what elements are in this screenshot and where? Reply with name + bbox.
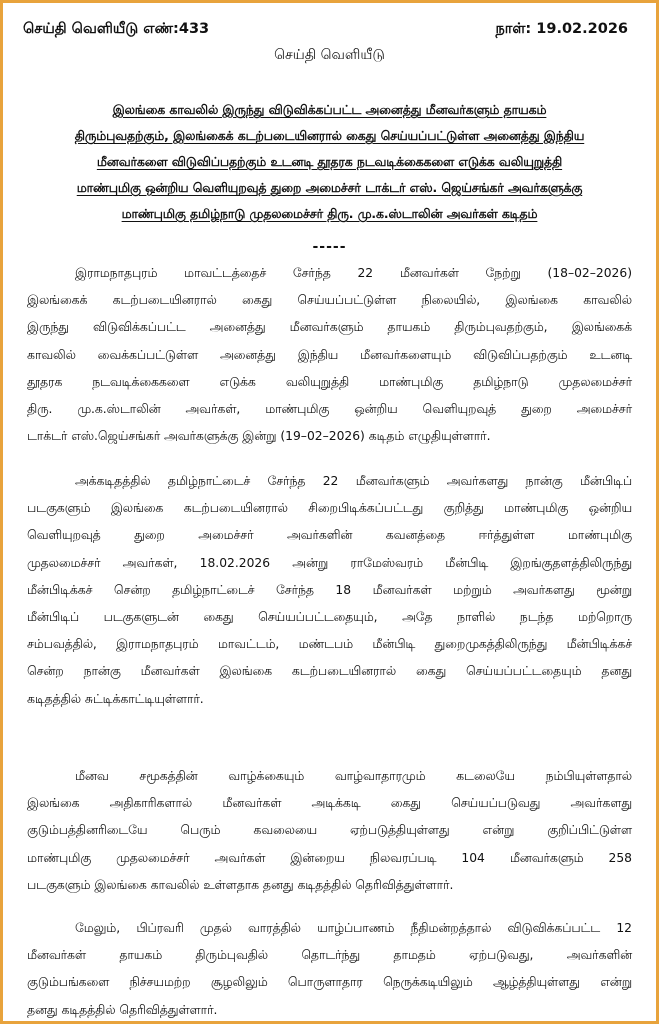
paragraph-line: திரு. மு.க.ஸ்டாலின் அவர்கள், மாண்புமிகு ஒன்றிய வெளியுறவுத் துறை அமைச்சர்: [27, 402, 632, 417]
paragraph-3: [27, 763, 632, 899]
paragraph-line: சென்ற நான்கு மீனவர்கள் இலங்கை கடற்படையினரால் கைது செய்யப்பட்டதையும் தனது: [27, 664, 632, 679]
release-date: நாள்: 19.02.2026: [495, 21, 628, 37]
paragraph-4: [27, 915, 632, 1024]
paragraph-line: இருந்து விடுவிக்கப்பட்ட அனைத்து மீனவர்களும் தாயகம் திரும்புவதற்கும், இலங்கைக்: [27, 320, 632, 335]
subject-heading: [27, 97, 632, 227]
paragraph-line: மேலும், பிப்ரவரி முதல் வாரத்தில் யாழ்ப்பாணம் நீதிமன்றத்தால் விடுவிக்கப்பட்ட 12: [75, 921, 632, 935]
paragraph-line: படகுகளும் இலங்கை கடற்படையினரால் சிறைபிடிக்கப்பட்டது குறித்து மாண்புமிகு ஒன்றிய: [27, 501, 632, 516]
paragraph-line: இலங்கை அதிகாரிகளால் மீனவர்கள் அடிக்கடி கைது செய்யப்படுவது அவர்களது: [27, 796, 632, 811]
section-divider: -----: [312, 239, 347, 255]
paragraph-line: காவலில் வைக்கப்பட்டுள்ள அனைத்து இந்திய மீனவர்களையும் விடுவிப்பதற்கும் உடனடி: [27, 347, 632, 362]
paragraph-line: சம்பவத்தில், இராமநாதபுரம் மாவட்டம், மண்டபம் மீன்பிடி துறைமுகத்திலிருந்து மீன்பிடிக்கச்: [27, 637, 632, 652]
paragraph-1: [27, 260, 632, 450]
paragraph-line: கடிதத்தில் சுட்டிக்காட்டியுள்ளார்.: [27, 691, 204, 706]
paragraph-line: மீனவ சமூகத்தின் வாழ்க்கையும் வாழ்வாதாரமும் கடலையே நம்பியுள்ளதால்: [75, 769, 632, 783]
subject-line: மாண்புமிகு தமிழ்நாடு முதலமைச்சர் திரு. மு.க.ஸ்டாலின் அவர்கள் கடிதம்: [121, 207, 538, 221]
subject-line: மாண்புமிகு ஒன்றிய வெளியுறவுத் துறை அமைச்சர் டாக்டர் எஸ். ஜெய்சங்கர் அவர்களுக்கு: [76, 181, 583, 195]
paragraph-2: [27, 468, 632, 713]
paragraph-line: மீன்பிடிக்கச் சென்ற தமிழ்நாட்டைச் சேர்ந்த 18 மீனவர்கள் மற்றும் அவர்களது மூன்று: [27, 582, 632, 597]
paragraph-line: குடும்பத்தினரிடையே பெரும் கவலையை ஏற்படுத்தியுள்ளது என்று குறிப்பிட்டுள்ள: [27, 823, 632, 838]
paragraph-line: வெளியுறவுத் துறை அமைச்சர் அவர்களின் கவனத்தை ஈர்த்துள்ள மாண்புமிகு: [27, 528, 632, 543]
paragraph-line: டாக்டர் எஸ்.ஜெய்சங்கர் அவர்களுக்கு இன்று (19–02–2026) கடிதம் எழுதியுள்ளார்.: [27, 429, 491, 444]
paragraph-line: இராமநாதபுரம் மாவட்டத்தைச் சேர்ந்த 22 மீனவர்கள் நேற்று (18–02–2026): [75, 266, 632, 280]
paragraph-line: மீனவர்கள் தாயகம் திரும்புவதில் தொடர்ந்து தாமதம் ஏற்படுவது, அவர்களின்: [27, 948, 632, 963]
paragraph-line: படகுகளும் இலங்கை காவலில் உள்ளதாக தனது கடிதத்தில் தெரிவித்துள்ளார்.: [27, 877, 454, 892]
paragraph-line: மாண்புமிகு முதலமைச்சர் அவர்கள் இன்றைய நிலவரப்படி 104 மீனவர்களும் 258: [27, 850, 632, 865]
document-title: செய்தி வெளியீடு: [274, 47, 385, 63]
subject-line: மீனவர்களை விடுவிப்பதற்கும் உடனடி தூதரக நடவடிக்கைகளை எடுக்க வலியுறுத்தி: [96, 155, 563, 169]
paragraph-line: தூதரக நடவடிக்கைகளை எடுக்க வலியுறுத்தி மாண்புமிகு தமிழ்நாடு முதலமைச்சர்: [27, 374, 632, 389]
subject-line: திரும்புவதற்கும், இலங்கைக் கடற்படையினரால் கைது செய்யப்பட்டுள்ள அனைத்து இந்திய: [74, 129, 585, 143]
subject-line: இலங்கை காவலில் இருந்து விடுவிக்கப்பட்ட அனைத்து மீனவர்களும் தாயகம்: [112, 103, 547, 117]
paragraph-line: தனது கடிதத்தில் தெரிவித்துள்ளார்.: [27, 1002, 218, 1017]
paragraph-line: அக்கடிதத்தில் தமிழ்நாட்டைச் சேர்ந்த 22 மீனவர்களும் அவர்களது நான்கு மீன்பிடிப்: [75, 474, 632, 488]
paragraph-line: இலங்கைக் கடற்படையினரால் கைது செய்யப்பட்டுள்ள நிலையில், இலங்கை காவலில்: [27, 293, 632, 308]
paragraph-line: மீன்பிடிப் படகுகளுடன் கைது செய்யப்பட்டதையும், அதே நாளில் நடந்த மற்றொரு: [27, 610, 632, 625]
release-number: செய்தி வெளியீடு எண்:433: [23, 21, 210, 37]
paragraph-line: முதலமைச்சர் அவர்கள், 18.02.2026 அன்று ராமேஸ்வரம் மீன்பிடி இறங்குதளத்திலிருந்து: [27, 555, 632, 570]
paragraph-line: குடும்பங்களை நிச்சயமற்ற சூழலிலும் பொருளாதார நெருக்கடியிலும் ஆழ்த்தியுள்ளது என்று: [27, 975, 632, 990]
